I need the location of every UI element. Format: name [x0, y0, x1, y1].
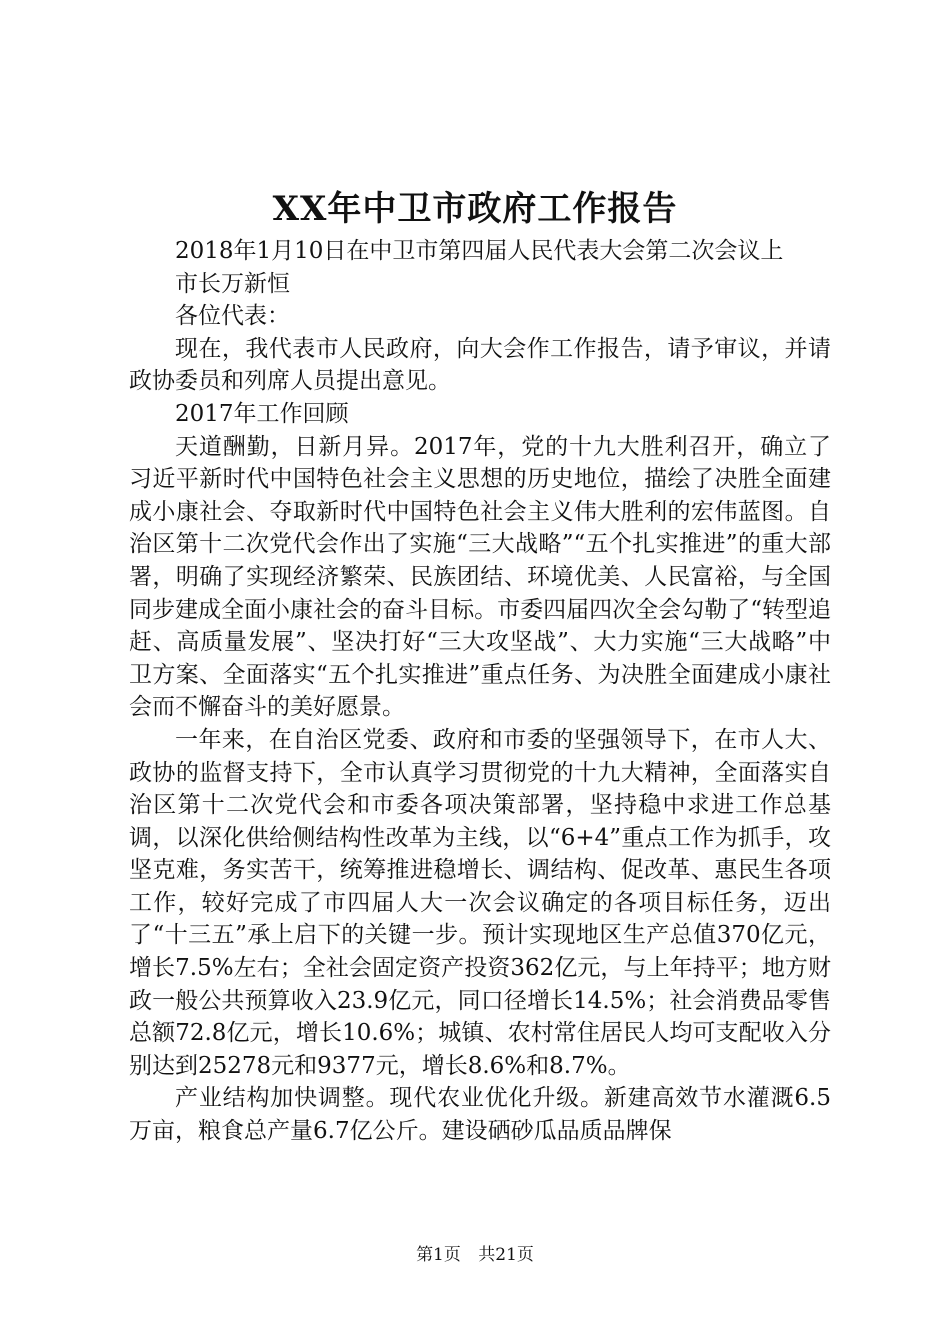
section-heading: 2017年工作回顾: [175, 400, 349, 427]
document-title: XX年中卫市政府工作报告: [272, 189, 678, 229]
page-total: 共21页: [478, 1245, 534, 1265]
intro-paragraph: 现在，我代表市人民政府，向大会作工作报告，请予审议，并请政协委员和列席人员提出意见。: [129, 335, 831, 395]
body-paragraph: 产业结构加快调整。现代农业优化升级。新建高效节水灌溉6.5万亩，粮食总产量6.7亿公斤。建设硒砂瓜品质品牌保: [129, 1085, 831, 1145]
speaker-line: 市长万新恒: [175, 270, 290, 297]
meeting-info-paragraph: 2018年1月10日在中卫市第四届人民代表大会第二次会议上: [175, 238, 784, 264]
body-paragraph: 一年来，在自治区党委、政府和市委的坚强领导下，在市人大、政协的监督支持下，全市认真学习贯彻党的十九大精神，全面落实自治区第十二次党代会和市委各项决策部署，坚持稳中求进工作总基调，以深化供给侧结构性改革为主线，以“6+4”重点工作为抓手，攻坚克难，务实苦干，统筹推进稳增长、调结构、促改革、惠民生各项工作，较好完成了市四届人大一次会议确定的各项目标任务，迈出了“十三五”承上启下的关键一步。预计实现地区生产总值370亿元，增长7.5%左右；全社会固定资产投资362亿元，与上年持平；地方财政一般公共预算收入23.9亿元，同口径增长14.5%；社会消费品零售总额72.8亿元，增长10.6%；城镇、农村常住居民人均可支配收入分别达到25278元和9377元，增长8.6%和8.7%。: [129, 726, 831, 1079]
page-number: 第1页: [416, 1245, 461, 1265]
body-paragraph: 天道酬勤，日新月异。2017年，党的十九大胜利召开，确立了习近平新时代中国特色社会主义思想的历史地位，描绘了决胜全面建成小康社会、夺取新时代中国特色社会主义伟大胜利的宏伟蓝图。自治区第十二次党代会作出了实施“三大战略”“五个扎实推进”的重大部署，明确了实现经济繁荣、民族团结、环境优美、人民富裕，与全国同步建成全面小康社会的奋斗目标。市委四届四次全会勾勒了“转型追赶、高质量发展”、坚决打好“三大攻坚战”、大力实施“三大战略”中卫方案、全面落实“五个扎实推进”重点任务、为决胜全面建成小康社会而不懈奋斗的美好愿景。: [129, 433, 831, 721]
page-footer: [0, 1243, 950, 1267]
salutation-line: 各位代表：: [175, 303, 290, 330]
document-body: [129, 235, 831, 1148]
